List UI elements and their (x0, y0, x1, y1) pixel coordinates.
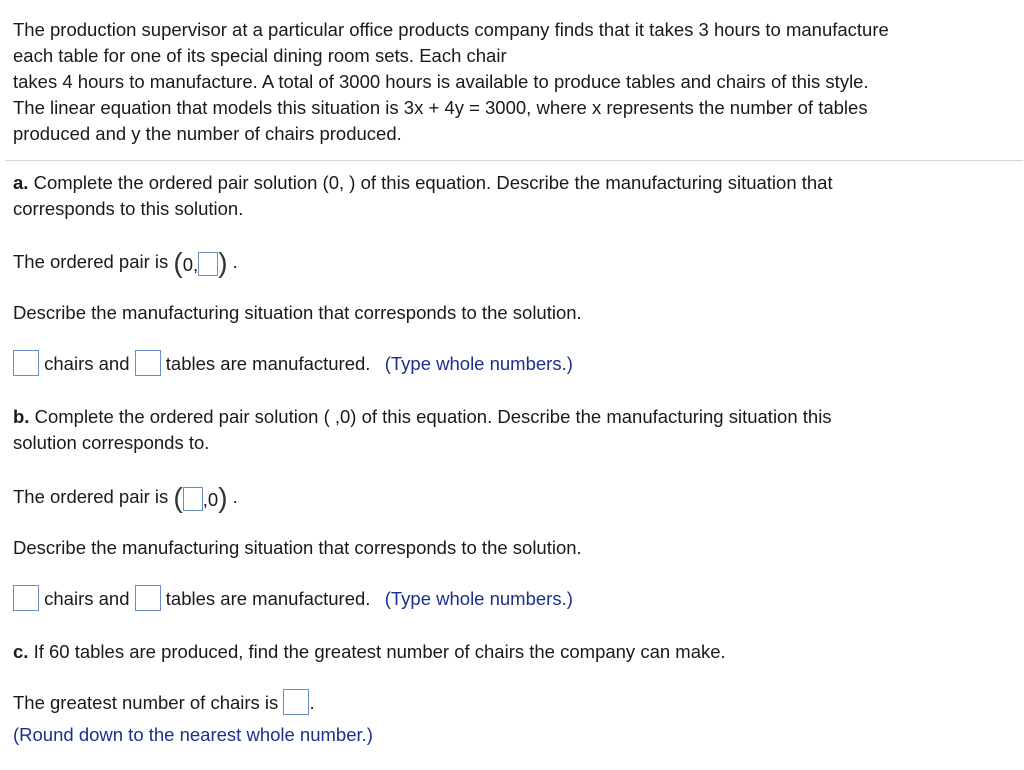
part-c-question (13, 639, 726, 665)
part-a-hint: (Type whole numbers.) (384, 353, 573, 374)
period: . (232, 485, 238, 507)
part-c-chairs-input[interactable] (283, 689, 309, 715)
close-paren: ) (218, 247, 228, 278)
intro-line-4: The linear equation that models this situation is 3x + 4y = 3000, where x represents the number of tables (13, 97, 868, 118)
open-paren: ( (173, 482, 183, 513)
close-paren: ) (218, 482, 228, 513)
part-a-question-text: Complete the ordered pair solution (0, ) of this equation. Describe the manufacturing situation that (33, 172, 833, 193)
part-b-question-line-2: solution corresponds to. (13, 432, 210, 453)
chairs-and-text: chairs and (44, 353, 130, 374)
intro-line-2: each table for one of its special dining room sets. Each chair (13, 45, 507, 66)
part-a-question-line-1 (13, 170, 833, 196)
part-a-question-line-2: corresponds to this solution. (13, 198, 244, 219)
part-b-question-text: Complete the ordered pair solution ( ,0) of this equation. Describe the manufacturing situation this (34, 406, 832, 427)
part-a-label: a. (13, 172, 29, 193)
chairs-and-text: chairs and (44, 588, 130, 609)
part-c-label: c. (13, 641, 29, 662)
intro-line-5: produced and y the number of chairs produced. (13, 123, 402, 144)
part-a-pair-prefix: The ordered pair is (13, 250, 169, 272)
part-a-tables-input[interactable] (135, 350, 161, 376)
part-b-pair-prefix: The ordered pair is (13, 485, 169, 507)
intro-line-1: The production supervisor at a particular office products company finds that it takes 3 hours to manufacture (13, 19, 889, 40)
part-b-chairs-input[interactable] (13, 585, 39, 611)
part-b-hint: (Type whole numbers.) (384, 588, 573, 609)
part-b-label: b. (13, 406, 30, 427)
part-a-chairs-input[interactable] (13, 350, 39, 376)
part-a-ordered-pair (173, 248, 227, 278)
part-b-ordered-pair (173, 483, 227, 513)
part-b-question-line-1 (13, 404, 832, 430)
period: . (232, 250, 238, 272)
pair-fixed-value: ,0 (202, 489, 219, 511)
open-paren: ( (173, 247, 183, 278)
pair-fixed-value: 0, (182, 254, 199, 276)
part-a-ordered-pair-row (13, 248, 238, 278)
part-c-answer-row (13, 690, 315, 717)
part-c-question-text: If 60 tables are produced, find the greatest number of chairs the company can make. (33, 641, 726, 662)
part-b-answer-row (13, 586, 573, 613)
part-b-ordered-pair-row (13, 483, 238, 513)
period: . (309, 692, 315, 713)
part-c-answer-prefix: The greatest number of chairs is (13, 692, 279, 713)
intro-line-3: takes 4 hours to manufacture. A total of 3000 hours is available to produce tables and chairs of this style. (13, 71, 869, 92)
part-b-describe: Describe the manufacturing situation that corresponds to the solution. (13, 537, 582, 558)
part-b-pair-x-input[interactable] (183, 487, 203, 511)
part-a-answer-row (13, 351, 573, 378)
tables-manufactured-text: tables are manufactured. (165, 353, 371, 374)
part-b-tables-input[interactable] (135, 585, 161, 611)
part-c-hint: (Round down to the nearest whole number.) (13, 724, 373, 745)
part-a-describe: Describe the manufacturing situation that corresponds to the solution. (13, 302, 582, 323)
tables-manufactured-text: tables are manufactured. (165, 588, 371, 609)
part-a-pair-y-input[interactable] (198, 252, 218, 276)
divider (5, 160, 1023, 161)
